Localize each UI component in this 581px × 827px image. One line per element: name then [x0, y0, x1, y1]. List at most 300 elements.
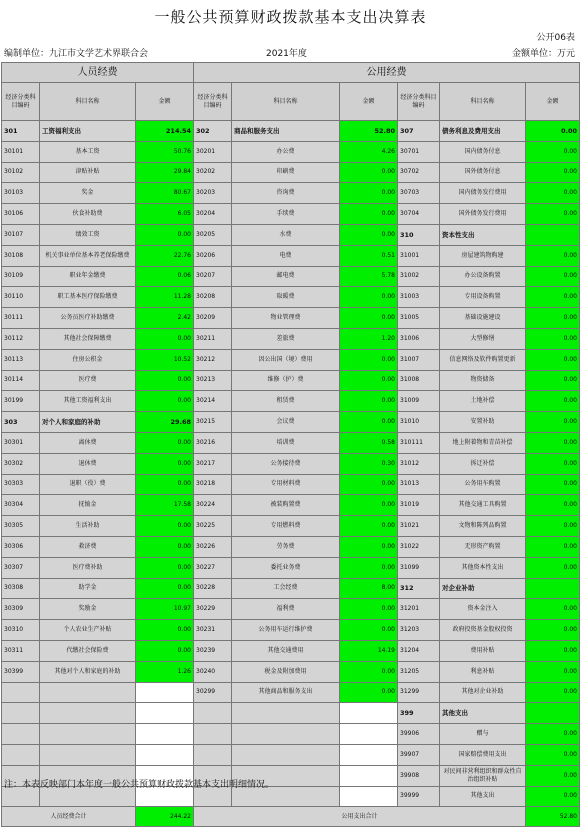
- cell-amount: 0.00: [526, 724, 580, 745]
- cell-name: 印刷费: [232, 162, 340, 183]
- cell-name: 咨询费: [232, 183, 340, 204]
- cell-name: 房屋建筑物购建: [440, 245, 526, 266]
- cell-amount: 8.00: [340, 578, 398, 599]
- cell-amount: 0.00: [340, 661, 398, 682]
- cell-code: 30399: [2, 661, 40, 682]
- table-row: [2, 578, 580, 599]
- cell-amount: 17.58: [136, 495, 194, 516]
- col-amount-header: 金额: [340, 83, 398, 121]
- cell-amount: 0.00: [136, 453, 194, 474]
- cell-amount: 0.00: [136, 620, 194, 641]
- table-row: [2, 661, 580, 682]
- cell-amount: 0.00: [136, 640, 194, 661]
- cell-code: 30304: [2, 495, 40, 516]
- cell-name: [40, 744, 136, 765]
- cell-amount: 6.05: [136, 204, 194, 225]
- cell-amount: 0.51: [340, 245, 398, 266]
- cell-amount: 0.00: [526, 412, 580, 433]
- cell-code: 30111: [2, 308, 40, 329]
- cell-name: 工资福利支出: [40, 121, 136, 142]
- cell-name: 助学金: [40, 578, 136, 599]
- cell-name: 专用材料费: [232, 474, 340, 495]
- cell-code: 30303: [2, 474, 40, 495]
- table-row: [2, 599, 580, 620]
- cell-name: 国外债务发行费用: [440, 204, 526, 225]
- cell-amount: 0.00: [340, 349, 398, 370]
- table-row: [2, 412, 580, 433]
- cell-code: 30108: [2, 245, 40, 266]
- cell-name: 其他对企业补助: [440, 682, 526, 703]
- cell-amount: 0.00: [526, 266, 580, 287]
- cell-code: 31013: [398, 474, 440, 495]
- cell-amount: [136, 744, 194, 765]
- cell-amount: 0.30: [340, 453, 398, 474]
- cell-name: 其他支出: [440, 786, 526, 807]
- table-row: [2, 183, 580, 204]
- cell-amount: 0.06: [136, 266, 194, 287]
- cell-name: [40, 724, 136, 745]
- cell-name: 债务利息及费用支出: [440, 121, 526, 142]
- cell-code: 302: [194, 121, 232, 142]
- cell-amount: 0.00: [136, 432, 194, 453]
- table-number: 公开06表: [536, 33, 575, 43]
- cell-code: 30701: [398, 141, 440, 162]
- table-row: [2, 349, 580, 370]
- cell-name: 其他工资福利支出: [40, 391, 136, 412]
- cell-name: 职业年金缴费: [40, 266, 136, 287]
- cell-name: 差旅费: [232, 328, 340, 349]
- cell-code: 30199: [2, 391, 40, 412]
- cell-code: 31005: [398, 308, 440, 329]
- cell-amount: 11.28: [136, 287, 194, 308]
- cell-amount: 0.00: [526, 640, 580, 661]
- cell-name: 维修（护）费: [232, 370, 340, 391]
- cell-code: 39906: [398, 724, 440, 745]
- cell-code: 30306: [2, 536, 40, 557]
- cell-code: 31003: [398, 287, 440, 308]
- cell-name: 电费: [232, 245, 340, 266]
- cell-name: 国家赔偿费用支出: [440, 744, 526, 765]
- cell-code: 399: [398, 703, 440, 724]
- cell-code: 30202: [194, 162, 232, 183]
- cell-code: [2, 682, 40, 703]
- cell-name: 培训费: [232, 432, 340, 453]
- public-total-amount: 52.80: [526, 807, 580, 827]
- cell-code: 31012: [398, 453, 440, 474]
- cell-name: 赠与: [440, 724, 526, 745]
- cell-name: 医疗费: [40, 370, 136, 391]
- cell-code: 31009: [398, 391, 440, 412]
- cell-code: 30218: [194, 474, 232, 495]
- cell-amount: 0.00: [136, 536, 194, 557]
- cell-code: 30308: [2, 578, 40, 599]
- cell-amount: 0.00: [526, 287, 580, 308]
- col-name-header: 科目名称: [232, 83, 340, 121]
- cell-amount: 0.00: [340, 308, 398, 329]
- cell-amount: 0.00: [526, 495, 580, 516]
- cell-code: 30240: [194, 661, 232, 682]
- cell-name: 专用设备购置: [440, 287, 526, 308]
- cell-code: 31205: [398, 661, 440, 682]
- cell-code: 30212: [194, 349, 232, 370]
- cell-amount: 1.26: [136, 661, 194, 682]
- cell-code: 30209: [194, 308, 232, 329]
- cell-amount: 0.00: [340, 204, 398, 225]
- cell-name: 被装购置费: [232, 495, 340, 516]
- cell-code: 30113: [2, 349, 40, 370]
- cell-code: 30207: [194, 266, 232, 287]
- cell-amount: 0.00: [526, 391, 580, 412]
- section-personnel: 人员经费: [2, 63, 194, 83]
- cell-code: 303: [2, 412, 40, 433]
- cell-name: 办公设备购置: [440, 266, 526, 287]
- cell-name: 其他商品和服务支出: [232, 682, 340, 703]
- cell-name: 取暖费: [232, 287, 340, 308]
- cell-code: 39999: [398, 786, 440, 807]
- cell-code: [2, 744, 40, 765]
- cell-code: [194, 724, 232, 745]
- cell-name: 物资储备: [440, 370, 526, 391]
- cell-code: 39907: [398, 744, 440, 765]
- report-year: 2021年度: [266, 49, 307, 59]
- cell-amount: 0.00: [526, 786, 580, 807]
- table-row: [2, 308, 580, 329]
- cell-code: 30229: [194, 599, 232, 620]
- cell-code: 30107: [2, 224, 40, 245]
- cell-amount: 0.00: [340, 474, 398, 495]
- cell-name: 政府投资基金股权投资: [440, 620, 526, 641]
- cell-name: 水费: [232, 224, 340, 245]
- cell-amount: [526, 703, 580, 724]
- cell-amount: 0.00: [340, 183, 398, 204]
- table-row: [2, 266, 580, 287]
- cell-code: 30307: [2, 557, 40, 578]
- table-row: [2, 620, 580, 641]
- cell-name: [232, 703, 340, 724]
- cell-amount: 0.00: [136, 557, 194, 578]
- cell-amount: 0.00: [526, 432, 580, 453]
- cell-code: 30227: [194, 557, 232, 578]
- cell-code: 310: [398, 224, 440, 245]
- cell-name: 其他资本性支出: [440, 557, 526, 578]
- cell-code: 30112: [2, 328, 40, 349]
- table-row: [2, 224, 580, 245]
- cell-name: 国内债务付息: [440, 141, 526, 162]
- cell-name: 津贴补贴: [40, 162, 136, 183]
- cell-code: 31008: [398, 370, 440, 391]
- cell-amount: 29.68: [136, 412, 194, 433]
- table-row: [2, 557, 580, 578]
- table-row: [2, 391, 580, 412]
- cell-code: 30217: [194, 453, 232, 474]
- public-total-label: 公用支出合计: [194, 807, 526, 827]
- cell-code: 310111: [398, 432, 440, 453]
- cell-name: 劳务费: [232, 536, 340, 557]
- cell-amount: 0.58: [340, 432, 398, 453]
- cell-amount: 0.00: [340, 536, 398, 557]
- amount-unit: 金额单位：万元: [511, 49, 575, 59]
- cell-amount: 0.00: [526, 765, 580, 786]
- cell-code: 30228: [194, 578, 232, 599]
- cell-code: 30205: [194, 224, 232, 245]
- personnel-total-label: 人员经费合计: [2, 807, 136, 827]
- cell-code: 30208: [194, 287, 232, 308]
- col-code-header: 经济分类科目编码: [398, 83, 440, 121]
- cell-code: 30203: [194, 183, 232, 204]
- cell-amount: 1.20: [340, 328, 398, 349]
- cell-code: 31001: [398, 245, 440, 266]
- cell-name: [40, 703, 136, 724]
- col-code-header: 经济分类科目编码: [2, 83, 40, 121]
- col-name-header: 科目名称: [40, 83, 136, 121]
- cell-amount: 0.00: [136, 516, 194, 537]
- cell-name: 医疗费补助: [40, 557, 136, 578]
- cell-code: 31022: [398, 536, 440, 557]
- cell-name: 伙食补助费: [40, 204, 136, 225]
- cell-code: 30301: [2, 432, 40, 453]
- cell-name: 物业管理费: [232, 308, 340, 329]
- cell-code: 307: [398, 121, 440, 142]
- cell-name: 大型修缮: [440, 328, 526, 349]
- cell-name: 对个人和家庭的补助: [40, 412, 136, 433]
- cell-name: 基础设施建设: [440, 308, 526, 329]
- cell-code: 31002: [398, 266, 440, 287]
- cell-name: 机关事业单位基本养老保险缴费: [40, 245, 136, 266]
- cell-code: 31021: [398, 516, 440, 537]
- cell-name: 地上附着物和青苗补偿: [440, 432, 526, 453]
- cell-code: 30702: [398, 162, 440, 183]
- cell-amount: [526, 578, 580, 599]
- cell-name: 工会经费: [232, 578, 340, 599]
- cell-name: 资本性支出: [440, 224, 526, 245]
- cell-code: 30310: [2, 620, 40, 641]
- cell-amount: 0.00: [526, 453, 580, 474]
- cell-name: 手续费: [232, 204, 340, 225]
- cell-amount: 0.00: [526, 141, 580, 162]
- totals-row: [2, 807, 580, 827]
- cell-amount: 29.84: [136, 162, 194, 183]
- cell-name: 个人农业生产补贴: [40, 620, 136, 641]
- cell-code: 30214: [194, 391, 232, 412]
- cell-amount: 52.80: [340, 121, 398, 142]
- cell-name: 土地补偿: [440, 391, 526, 412]
- cell-name: 会议费: [232, 412, 340, 433]
- cell-code: 30103: [2, 183, 40, 204]
- section-public: 公用经费: [194, 63, 580, 83]
- cell-name: 公务员医疗补助缴费: [40, 308, 136, 329]
- cell-name: 奖金: [40, 183, 136, 204]
- cell-name: 救济费: [40, 536, 136, 557]
- report-title: 一般公共预算财政拨款基本支出决算表: [154, 8, 427, 26]
- cell-amount: [340, 744, 398, 765]
- cell-amount: 0.00: [526, 620, 580, 641]
- personnel-total-amount: 244.22: [136, 807, 194, 827]
- cell-amount: 22.76: [136, 245, 194, 266]
- table-row: [2, 682, 580, 703]
- cell-amount: 0.00: [526, 121, 580, 142]
- cell-name: 抚恤金: [40, 495, 136, 516]
- table-row: [2, 474, 580, 495]
- cell-code: 30231: [194, 620, 232, 641]
- table-row: [2, 536, 580, 557]
- cell-code: [2, 724, 40, 745]
- cell-code: 30114: [2, 370, 40, 391]
- report-meta: [0, 44, 581, 60]
- table-body: [2, 121, 580, 807]
- cell-amount: 0.00: [526, 516, 580, 537]
- cell-amount: 2.42: [136, 308, 194, 329]
- cell-code: 31099: [398, 557, 440, 578]
- table-row: [2, 328, 580, 349]
- cell-name: 代缴社会保险费: [40, 640, 136, 661]
- table-row: [2, 245, 580, 266]
- cell-name: 生活补助: [40, 516, 136, 537]
- cell-code: 30213: [194, 370, 232, 391]
- cell-name: 奖励金: [40, 599, 136, 620]
- cell-amount: 0.00: [526, 308, 580, 329]
- cell-name: 国外债务付息: [440, 162, 526, 183]
- cell-code: 30204: [194, 204, 232, 225]
- cell-code: 30211: [194, 328, 232, 349]
- cell-name: [40, 682, 136, 703]
- cell-code: 30703: [398, 183, 440, 204]
- cell-amount: 0.00: [340, 162, 398, 183]
- cell-amount: [340, 786, 398, 807]
- cell-name: 对民间非营利组织和群众性自治组织补贴: [440, 765, 526, 786]
- cell-code: [194, 703, 232, 724]
- table-row: [2, 204, 580, 225]
- cell-amount: 14.19: [340, 640, 398, 661]
- cell-code: 30206: [194, 245, 232, 266]
- cell-code: 30225: [194, 516, 232, 537]
- table-row: [2, 640, 580, 661]
- cell-name: 资本金注入: [440, 599, 526, 620]
- cell-name: 离休费: [40, 432, 136, 453]
- cell-amount: 0.00: [526, 328, 580, 349]
- cell-amount: 0.00: [340, 370, 398, 391]
- cell-amount: 214.54: [136, 121, 194, 142]
- cell-amount: 10.52: [136, 349, 194, 370]
- cell-name: 信息网络及软件购置更新: [440, 349, 526, 370]
- cell-name: 其他交通费用: [232, 640, 340, 661]
- expenditure-table: [1, 62, 580, 827]
- cell-amount: 0.00: [526, 349, 580, 370]
- cell-name: 租赁费: [232, 391, 340, 412]
- cell-name: 绩效工资: [40, 224, 136, 245]
- cell-amount: 0.00: [136, 391, 194, 412]
- cell-amount: [526, 224, 580, 245]
- cell-name: 国内债务发行费用: [440, 183, 526, 204]
- cell-code: 30305: [2, 516, 40, 537]
- cell-amount: 0.00: [526, 744, 580, 765]
- table-row: [2, 432, 580, 453]
- cell-name: 福利费: [232, 599, 340, 620]
- cell-code: 30239: [194, 640, 232, 661]
- cell-name: 商品和服务支出: [232, 121, 340, 142]
- cell-name: 其他对个人和家庭的补助: [40, 661, 136, 682]
- cell-code: 31299: [398, 682, 440, 703]
- cell-amount: 5.78: [340, 266, 398, 287]
- cell-name: 基本工资: [40, 141, 136, 162]
- table-row: [2, 516, 580, 537]
- cell-amount: 0.00: [136, 328, 194, 349]
- cell-name: 文物和陈列品购置: [440, 516, 526, 537]
- table-row: [2, 453, 580, 474]
- cell-code: 301: [2, 121, 40, 142]
- cell-code: 31006: [398, 328, 440, 349]
- cell-code: 30309: [2, 599, 40, 620]
- table-row: [2, 141, 580, 162]
- cell-code: 31201: [398, 599, 440, 620]
- cell-code: 30704: [398, 204, 440, 225]
- cell-name: 其他支出: [440, 703, 526, 724]
- cell-code: 30299: [194, 682, 232, 703]
- cell-amount: 0.00: [340, 620, 398, 641]
- cell-code: 312: [398, 578, 440, 599]
- cell-name: 安置补助: [440, 412, 526, 433]
- cell-code: 31204: [398, 640, 440, 661]
- cell-amount: [136, 703, 194, 724]
- footnote: 注：本表反映部门本年度一般公共预算财政拨款基本支出明细情况。: [4, 780, 275, 790]
- cell-name: 因公出国（境）费用: [232, 349, 340, 370]
- cell-name: 委托业务费: [232, 557, 340, 578]
- cell-code: 30302: [2, 453, 40, 474]
- cell-amount: 0.00: [526, 474, 580, 495]
- cell-code: 30109: [2, 266, 40, 287]
- cell-name: 费用补贴: [440, 640, 526, 661]
- cell-amount: 0.00: [526, 370, 580, 391]
- cell-name: 退休费: [40, 453, 136, 474]
- cell-code: 30224: [194, 495, 232, 516]
- table-row: [2, 724, 580, 745]
- cell-amount: 0.00: [526, 661, 580, 682]
- cell-code: 30106: [2, 204, 40, 225]
- table-row: [2, 703, 580, 724]
- cell-code: [2, 703, 40, 724]
- cell-amount: 0.00: [526, 183, 580, 204]
- cell-amount: 0.00: [526, 536, 580, 557]
- cell-amount: 0.00: [136, 578, 194, 599]
- cell-amount: 0.00: [136, 224, 194, 245]
- cell-amount: 0.00: [526, 682, 580, 703]
- cell-code: 31203: [398, 620, 440, 641]
- cell-code: 30311: [2, 640, 40, 661]
- cell-name: 公务接待费: [232, 453, 340, 474]
- cell-name: 拆迁补偿: [440, 453, 526, 474]
- cell-name: 税金及附加费用: [232, 661, 340, 682]
- cell-amount: 0.00: [526, 162, 580, 183]
- cell-amount: 0.00: [526, 245, 580, 266]
- cell-amount: 0.00: [136, 474, 194, 495]
- cell-amount: 0.00: [340, 287, 398, 308]
- cell-name: 利息补贴: [440, 661, 526, 682]
- table-row: [2, 162, 580, 183]
- cell-amount: [136, 682, 194, 703]
- cell-code: 31019: [398, 495, 440, 516]
- table-row: [2, 744, 580, 765]
- cell-code: 30101: [2, 141, 40, 162]
- col-amount-header: 金额: [526, 83, 580, 121]
- cell-name: 其他交通工具购置: [440, 495, 526, 516]
- cell-name: 其他社会保障缴费: [40, 328, 136, 349]
- cell-name: 退职（役）费: [40, 474, 136, 495]
- col-code-header: 经济分类科目编码: [194, 83, 232, 121]
- table-row: [2, 121, 580, 142]
- cell-amount: 0.00: [526, 599, 580, 620]
- cell-code: 31010: [398, 412, 440, 433]
- cell-amount: [340, 765, 398, 786]
- cell-amount: 0.00: [526, 204, 580, 225]
